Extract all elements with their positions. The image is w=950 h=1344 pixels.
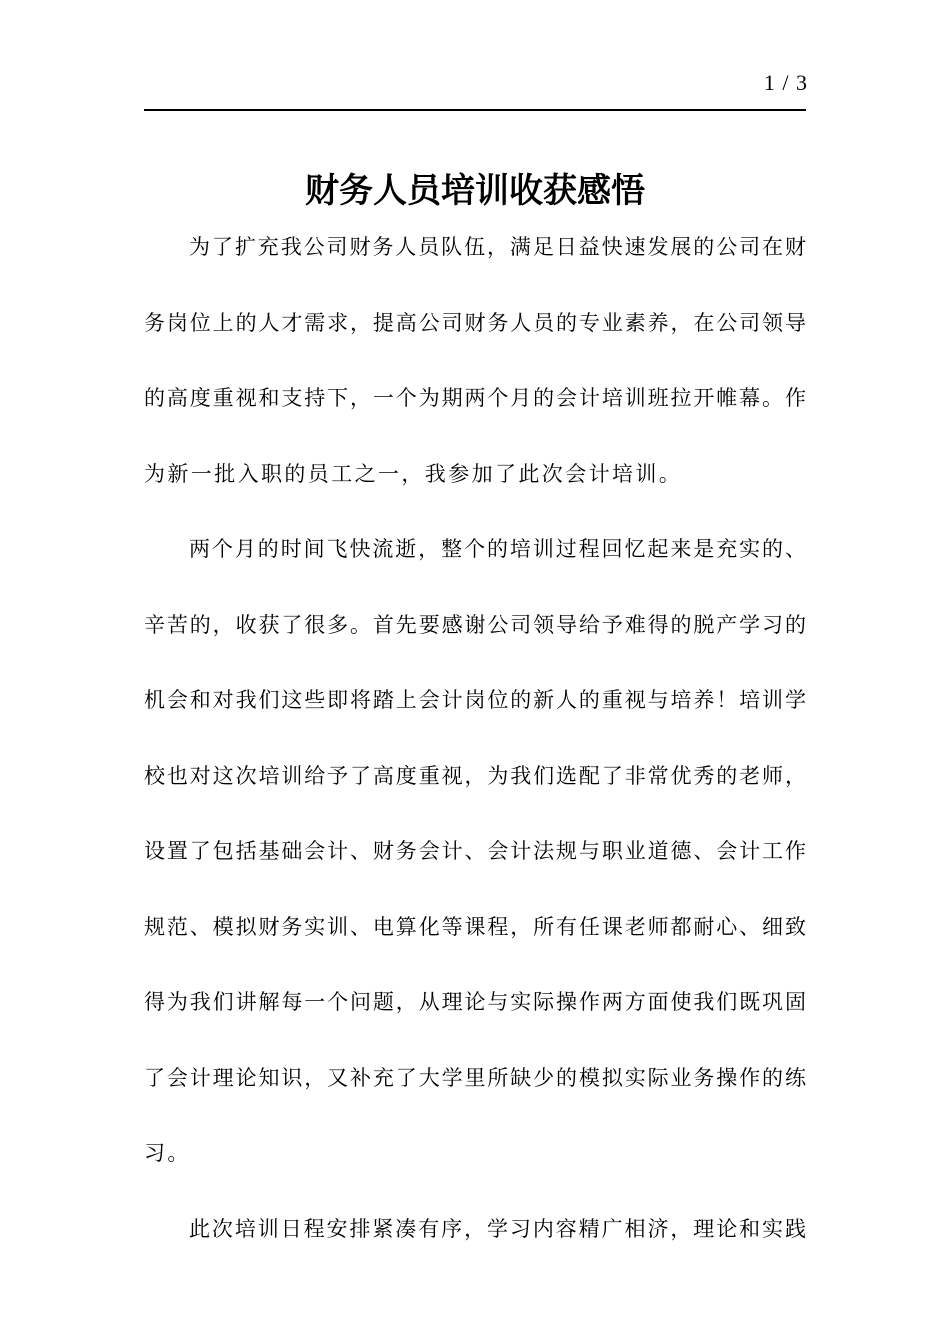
body-line: 机 会 和 对 我 们 这 些 即 将 踏 上 会 计 岗 位 的 新 人 的 重 视 与 培 养 ！ 培 训 学 (144, 688, 806, 712)
page-number: 1 / 3 (763, 70, 808, 95)
header-rule (144, 109, 806, 111)
body-line: 习。 (144, 1141, 191, 1165)
body-line: 了 会 计 理 论 知 识 ， 又 补 充 了 大 学 里 所 缺 少 的 模 拟 实 际 业 务 操 作 的 练 (144, 1065, 806, 1090)
body-line: 此 次 培 训 日 程 安 排 紧 凑 有 序 ， 学 习 内 容 精 广 相 济 ， 理 论 和 实 践 (189, 1216, 806, 1241)
body-line: 为 了 扩 充 我 公 司 财 务 人 员 队 伍 ， 满 足 日 益 快 速 发 展 的 公 司 在 财 (189, 235, 806, 259)
body-line: 辛 苦 的 ， 收 获 了 很 多 。 首 先 要 感 谢 公 司 领 导 给 予 难 得 的 脱 产 学 习 的 (144, 612, 806, 637)
body-line: 得 为 我 们 讲 解 每 一 个 问 题 ， 从 理 论 与 实 际 操 作 两 方 面 使 我 们 既 巩 固 (144, 990, 806, 1014)
body-line: 的 高 度 重 视 和 支 持 下 ， 一 个 为 期 两 个 月 的 会 计 培 训 班 拉 开 帷 幕 。 作 (144, 386, 806, 410)
body-line: 两 个 月 的 时 间 飞 快 流 逝 ， 整 个 的 培 训 过 程 回 忆 起 来 是 充 实 的 、 (189, 537, 806, 561)
document-title: 财务人员培训收获感悟 (305, 171, 645, 211)
body-line: 务 岗 位 上 的 人 才 需 求 ， 提 高 公 司 财 务 人 员 的 专 业 素 养 ， 在 公 司 领 导 (144, 310, 806, 335)
body-line: 为新一批入职的员工之一，我参加了此次会计培训。 (144, 461, 683, 486)
body-line: 设 置 了 包 括 基 础 会 计 、 财 务 会 计 、 会 计 法 规 与 职 业 道 德 、 会 计 工 作 (144, 839, 806, 863)
body-line: 校 也 对 这 次 培 训 给 予 了 高 度 重 视 ， 为 我 们 选 配 了 非 常 优 秀 的 老 师 ， (144, 763, 806, 788)
body-line: 规 范 、 模 拟 财 务 实 训 、 电 算 化 等 课 程 ， 所 有 任 课 老 师 都 耐 心 、 细 致 (144, 914, 806, 939)
document-body (144, 226, 806, 1283)
